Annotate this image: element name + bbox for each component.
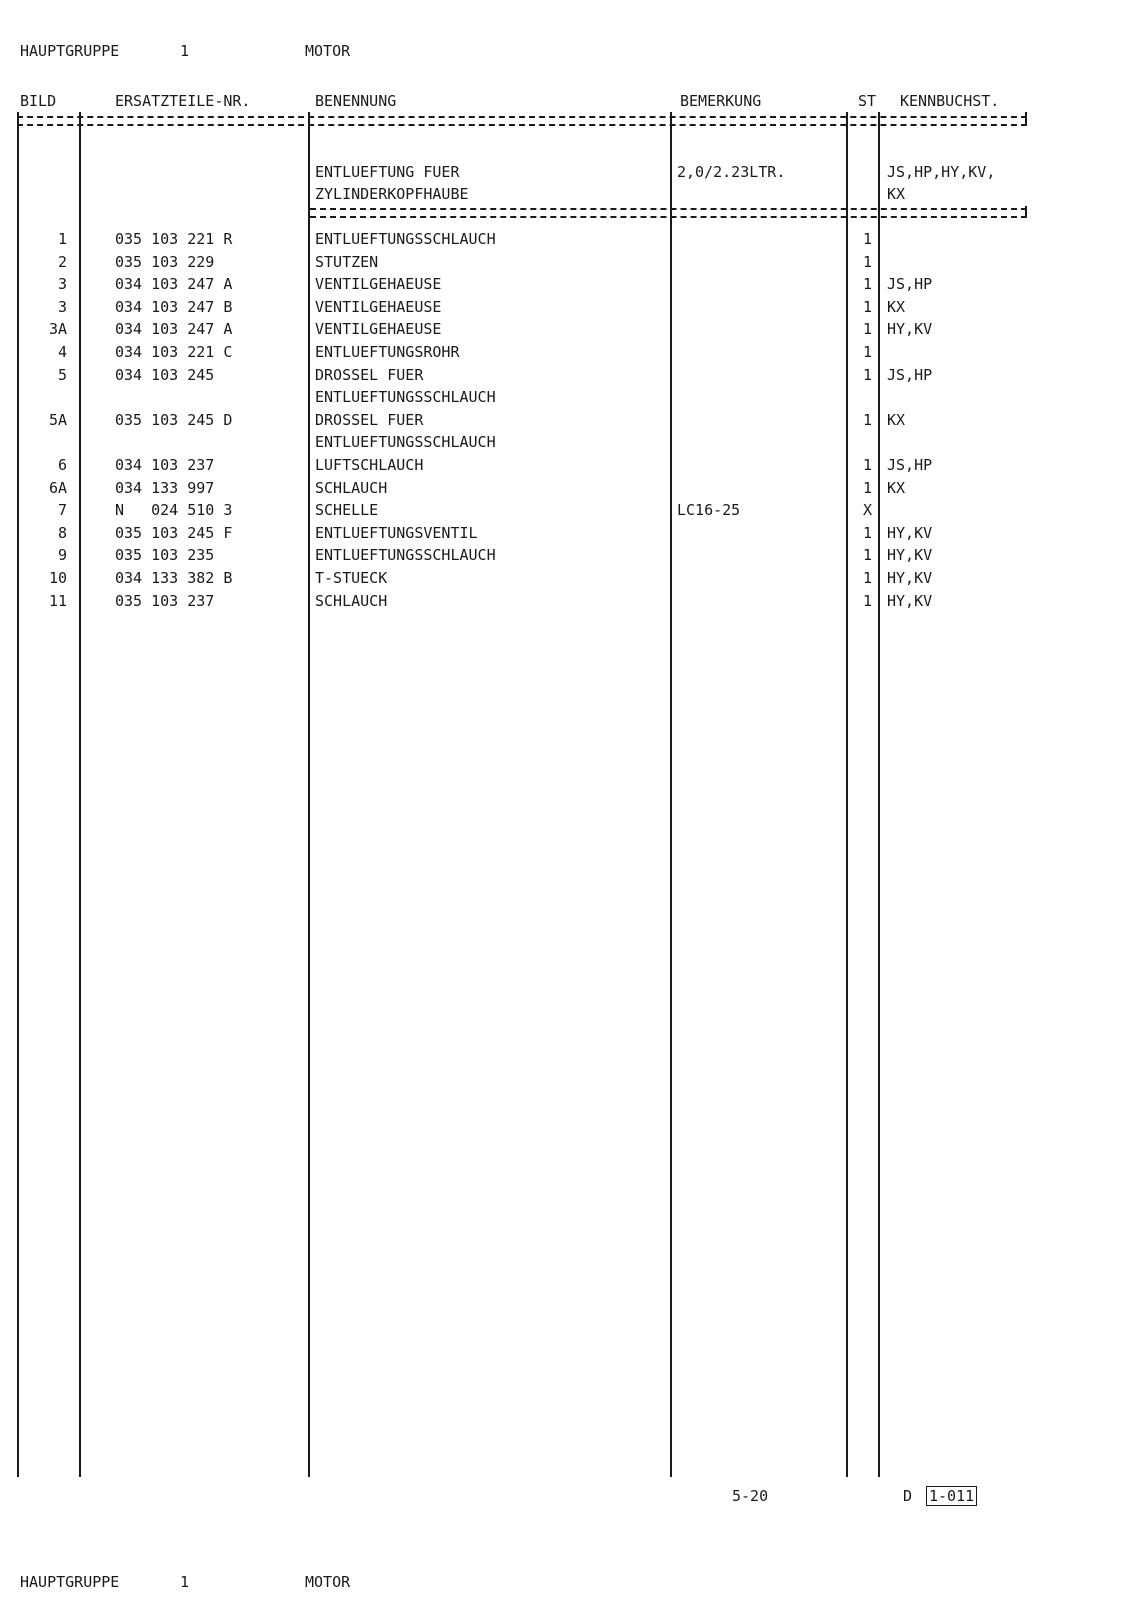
column-line [878, 112, 880, 1477]
col-qty-header: ST [858, 92, 877, 110]
row-name: ENTLUEFTUNGSROHR [315, 343, 460, 361]
page-number: 5-20 [732, 1487, 769, 1505]
row-codes: JS,HP [887, 456, 933, 474]
row-name: STUTZEN [315, 253, 379, 271]
row-codes: KX [887, 298, 906, 316]
row-name: VENTILGEHAEUSE [315, 320, 442, 338]
row-bild: 7 [57, 501, 67, 519]
row-name: ENTLUEFTUNGSSCHLAUCH [315, 388, 496, 406]
column-line [79, 112, 81, 1477]
row-qty: 1 [862, 524, 872, 542]
row-qty: 1 [862, 411, 872, 429]
row-part-number: 034 103 247 B [115, 298, 233, 316]
row-part-number: 034 133 382 B [115, 569, 233, 587]
row-part-number: 034 103 245 [115, 366, 215, 384]
row-name: VENTILGEHAEUSE [315, 298, 442, 316]
row-bild: 3 [57, 298, 67, 316]
row-part-number: 035 103 237 [115, 592, 215, 610]
row-codes: HY,KV [887, 592, 933, 610]
row-codes: JS,HP [887, 275, 933, 293]
row-remark: LC16-25 [677, 501, 741, 519]
row-bild: 6 [57, 456, 67, 474]
row-qty: 1 [862, 479, 872, 497]
row-bild: 2 [57, 253, 67, 271]
row-part-number: 034 133 997 [115, 479, 215, 497]
row-part-number: N 024 510 3 [115, 501, 233, 519]
header-group-name: MOTOR [305, 42, 351, 60]
footer-code-letter: D [903, 1487, 913, 1505]
row-qty: 1 [862, 343, 872, 361]
section-title-line1: ENTLUEFTUNG FUER [315, 163, 460, 181]
row-qty: X [862, 501, 872, 519]
row-part-number: 035 103 235 [115, 546, 215, 564]
row-qty: 1 [862, 230, 872, 248]
footer-code-box: 1-011 [926, 1486, 977, 1506]
row-bild: 8 [57, 524, 67, 542]
row-qty: 1 [862, 546, 872, 564]
row-name: DROSSEL FUER [315, 366, 424, 384]
row-bild: 4 [57, 343, 67, 361]
row-codes: HY,KV [887, 546, 933, 564]
row-bild: 6A [48, 479, 67, 497]
row-name: T-STUECK [315, 569, 388, 587]
row-bild: 9 [57, 546, 67, 564]
column-line [670, 112, 672, 1477]
row-name: ENTLUEFTUNGSSCHLAUCH [315, 230, 496, 248]
column-line [308, 112, 310, 1477]
col-name-header: BENENNUNG [315, 92, 397, 110]
row-codes: HY,KV [887, 569, 933, 587]
row-name: VENTILGEHAEUSE [315, 275, 442, 293]
row-part-number: 034 103 237 [115, 456, 215, 474]
row-name: SCHLAUCH [315, 479, 388, 497]
row-qty: 1 [862, 275, 872, 293]
row-bild: 3 [57, 275, 67, 293]
column-line [846, 112, 848, 1477]
row-codes: KX [887, 479, 906, 497]
row-part-number: 035 103 245 D [115, 411, 233, 429]
row-bild: 3A [48, 320, 67, 338]
row-part-number: 034 103 247 A [115, 320, 233, 338]
col-bild-header: BILD [20, 92, 57, 110]
row-qty: 1 [862, 253, 872, 271]
row-name: ENTLUEFTUNGSSCHLAUCH [315, 433, 496, 451]
row-name: SCHELLE [315, 501, 379, 519]
footer-group-name: MOTOR [305, 1573, 351, 1591]
header-group-label: HAUPTGRUPPE [20, 42, 120, 60]
row-name: SCHLAUCH [315, 592, 388, 610]
row-codes: KX [887, 411, 906, 429]
col-remark-header: BEMERKUNG [680, 92, 762, 110]
row-part-number: 035 103 245 F [115, 524, 233, 542]
row-bild: 1 [57, 230, 67, 248]
section-title-line2: ZYLINDERKOPFHAUBE [315, 185, 469, 203]
header-group-number: 1 [180, 42, 190, 60]
col-part-header: ERSATZTEILE-NR. [115, 92, 251, 110]
row-name: LUFTSCHLAUCH [315, 456, 424, 474]
row-name: ENTLUEFTUNGSSCHLAUCH [315, 546, 496, 564]
row-part-number: 035 103 229 [115, 253, 215, 271]
row-bild: 11 [48, 592, 67, 610]
row-codes: HY,KV [887, 524, 933, 542]
row-qty: 1 [862, 569, 872, 587]
row-codes: HY,KV [887, 320, 933, 338]
row-name: ENTLUEFTUNGSVENTIL [315, 524, 478, 542]
row-part-number: 035 103 221 R [115, 230, 233, 248]
row-name: DROSSEL FUER [315, 411, 424, 429]
col-codes-header: KENNBUCHST. [900, 92, 1000, 110]
row-codes: JS,HP [887, 366, 933, 384]
header-divider [17, 116, 1027, 126]
footer-group-number: 1 [180, 1573, 190, 1591]
row-qty: 1 [862, 298, 872, 316]
row-part-number: 034 103 221 C [115, 343, 233, 361]
row-qty: 1 [862, 456, 872, 474]
row-qty: 1 [862, 320, 872, 338]
row-qty: 1 [862, 366, 872, 384]
column-line [17, 112, 19, 1477]
row-bild: 10 [48, 569, 67, 587]
row-bild: 5A [48, 411, 67, 429]
row-qty: 1 [862, 592, 872, 610]
row-bild: 5 [57, 366, 67, 384]
footer-group-label: HAUPTGRUPPE [20, 1573, 120, 1591]
section-remark: 2,0/2.23LTR. [677, 163, 786, 181]
section-codes-line2: KX [887, 185, 906, 203]
section-divider [310, 208, 1027, 218]
row-part-number: 034 103 247 A [115, 275, 233, 293]
section-codes-line1: JS,HP,HY,KV, [887, 163, 996, 181]
column-line [1025, 112, 1027, 124]
